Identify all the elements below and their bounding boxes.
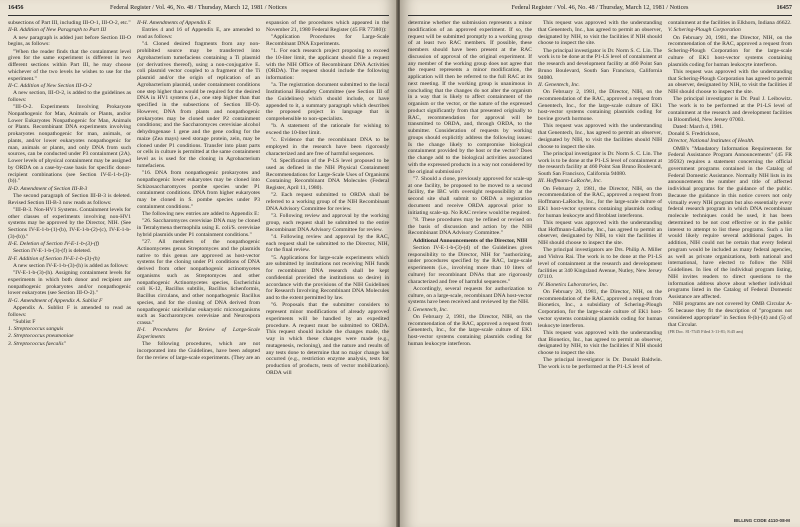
paragraph: Section IV-E-1-b-(3)-(d) of the Guidelines gives responsibility to the Director, NIH for "authorizing, under procedures specified by the RAC, large-scale experiments (i.e., involving more than 10 liters of culture) for recombinant DNAs that are rigorously characterized and free of harmful sequences." [408, 244, 532, 285]
paragraph: Entries 4 and 16 of Appendix E, are amended to read as follows: [137, 27, 260, 40]
paragraph: Appendix A. Sublist F is amended to read as follows: [8, 304, 131, 318]
section-heading: II-C. Addition of New Section III-O-2 [8, 82, 92, 89]
right-header-rule [408, 15, 792, 16]
paragraph: OMB's "Mandatory Information Requirements for Federal Assistance Program Announcements" (45 FR 39592) requires a statement concerning the official government programs contained in the Catalog of Federal Domestic Assistance. Normally NIH lists in its announcements the number and title of affected individual programs for the guidance of the public. Because the guidance in this notice covers not only virtually every NIH program but also essentially every federal research program in which DNA recombinant molecule techniques could be used, it has been determined to be not cost effective or in the public interest to attempt to list these programs. Such a list would likely require several additional pages. In addition, NIH could not be certain that every federal program would be included as many federal agencies, as well as private organizations, both national and international, have elected to follow the NIH Guidelines. In lieu of the individual program listing, NIH invites readers to direct questions to the information address above about whether individual programs listed in the Catalog of Federal Domestic Assistance are affected. [668, 145, 792, 300]
paragraph: "1. For each research project proposing to exceed the 10-liter limit, the applicant should file a request with the NIH Office of Recombinant DNA Activities (ORDA). The request should include the following information: [266, 48, 389, 81]
section-heading: II-F. Addition of Section IV-E-1-b-(3)-(h) [8, 255, 100, 262]
paragraph: On February 20, 1981, the Director, NIH, on the recommendation of the RAC, approved a request from Schering-Plough Corporation for the large-scale culture of EK1 host-vector systems containing plasmids coding for human leukocyte interferon. [668, 34, 792, 68]
paragraph: containment at the facilities in Elkhorn, Indiana 46622. [668, 20, 792, 26]
paragraph: The principal investigators are Drs. Philip A. Miller and Vishva Rai. The work is to be done at the P1-LS level of containment at the research and development facilities at 340 Kingsland Avenue, Nutley, New Jersey 07110. [538, 247, 662, 281]
paragraph: The principal investigator is Dr. Norm S. C. Lin. The work is to be done at the P1-LS level of containment at the research facility at 460 Point San Bruno Boulevard, South San Francisco, California 94080. [538, 150, 662, 177]
paragraph: "Sublist F [13, 318, 36, 325]
paragraph: "When the reader finds that the containment level given for the same experiment is different in two different sections within Part III, he may choose whichever of the two levels he wishes to use for the experiment." [8, 48, 131, 82]
left-header-title: Federal Register / Vol. 46, No. 48 / Thursday, March 12, 1981 / Notices [110, 4, 287, 11]
paragraph: "26. Saccharomyces cerevisiae DNA may be cloned in Tetrahymena thermophila using E. coli/S. cerevisiae hybrid plasmids under P1 containment conditions." [137, 218, 260, 238]
paragraph: The principal investigator is Dr. Donald Baldwin. The work is to be performed at the P1-LS level of [538, 357, 662, 370]
paragraph: "IV-E-1-b-(3)-(h). Assigning containment levels for experiments in which both donor and recipient are nonpathogenic prokaryotes and/or nonpathogenic lower eukaryotes (see Section III-O-2)." [8, 270, 131, 297]
paragraph: "6. Proposals that the submitter considers to represent minor modifications of already approved experiments will be handled by an expedited procedure. A request must be submitted to ORDA. This request should include the changes made, the way in which these changes were made (e.g., mutagenesis, recloning), and the nature and results of any tests done to determine that no major change has occurred (e.g., restriction enzyme analysis, tests for production of products, tests of vector mobilization). ORDA will [266, 302, 389, 376]
paragraph: (FR Doc. 81-7545 Filed 3-11-81; 8:45 am) [668, 328, 744, 334]
paragraph: On February 2, 1981, the Director, NIH, on the recommendation of the RAC, approved a request from Genentech, Inc., for the large-scale culture of EK1 host-vector systems containing plasmids coding for bovine growth hormone. [538, 89, 662, 122]
paragraph: A new section IV-E-1-b-(3)-(h) is added as follows: [13, 262, 129, 269]
paragraph: "d. Specification of the P-LS level proposed to be used as defined in the NIH Physical Containment Recommendations for Large-Scale Uses of Organisms Containing Recombinant DNA Molecules (Federal Register, April 11, 1980). [266, 158, 389, 191]
left-columns [8, 20, 389, 521]
section-heading: Director, National Institutes of Health. [668, 138, 755, 145]
section-heading: II-G. Amendment of Appendix A. Sublist F [8, 297, 103, 304]
paragraph: On February 2, 1981, the Director, NIH, on the recommendation of the RAC, approved a request from Hoffmann-LaRoche, Inc., for the large-scale culture of EK1 host-vector systems containing plasmids coding for human leukocyte and fibroblast interferons. [538, 185, 662, 219]
paragraph: "III-O-2. Experiments Involving Prokaryote Nonpathogenic for Man, Animals or Plants, and/or Lower Eukaryotes Nonpathogenic for Man, Animals or Plants. Recombinant DNA experiments involving prokaryotes nonpathogenic for man, animals, or plants, and/or lower eukaryotes nonpathogenic for man, animals or plants, and only DNA from such sources, can be conducted under P3 containment (2A). Lower levels of physical containment may be assigned by ORDA on a case-by-case basis for specific donor-recipient combinations (see Section IV-E-1-b-(3)-(b))." [8, 104, 131, 185]
section-heading: II-I. Procedures for Review of Large-Scale Experiments [137, 327, 260, 340]
left-page [0, 0, 397, 527]
paragraph: The principal investigator is Dr. Paul J. Leibowitz. The work is to be performed at the P1-LS level of containment at the research and development facilities in Bloomfield, New Jersey 07003. [668, 96, 792, 123]
paragraph: The principal investigator is Dr. Norm S. C. Lin. The work is to be done at the P1-LS level of containment at the research and development facility at 460 Point San Bruno Boulevard, South San Francisco, California 94080. [538, 47, 662, 81]
billing-code: BILLING CODE 4110-08-M [733, 518, 790, 523]
paragraph: The second paragraph of Section III-B-3 is deleted. Revised Section III-B-3 now reads as follows: [8, 192, 131, 206]
section-heading: II-H. Amendments of Appendix E [137, 20, 211, 26]
right-columns [408, 20, 792, 521]
paragraph: This request was approved with the understanding that Hoffmann-LaRoche, Inc., has agreed to permit an observer, designated by NIH, to visit the facilities if NIH should choose to inspect the site. [538, 219, 662, 246]
section-heading: II-D. Amendment of Section III-B-3 [8, 185, 88, 192]
right-column-2 [538, 20, 662, 521]
section-heading: III. Hoffmann-LaRoche, Inc. [538, 178, 602, 185]
section-heading: V. Schering-Plough Corporation [668, 27, 741, 34]
paragraph: Donald S. Fredrickson, [668, 131, 720, 137]
paragraph: "4. Cloned desired fragments from any non-prohibited source may be transferred into Agrobacterium tumefaciens containing a Ti plasmid (or derivatives thereof), using a non-conjugative E. coli plasmid vector coupled to a fragment of the Ti plasmid and/or the origin of replication of an Agrobacterium plasmid, under containment conditions one step higher than would be required for the desired DNA in HV1 systems (i.e., one step higher than that specified in the subsections of Section III-O). However, DNA from plants and nonpathogenic prokaryotes may be cloned under P2 containment conditions; and the Saccharomyces cerevisiae alcohol dehydrogenase 1 gene and the gene coding for the maize (Zea mays) seed storage protein, zein, may be cloned under P1 conditions. Transfer into plant parts or cells in culture is permitted at the same containment level as is used for the cloning in Agrobacterium tumefaciens. [137, 41, 260, 169]
paragraph: The following new entries are added to Appendix E: [142, 211, 260, 217]
section-heading: I. Genentech, Inc. [408, 306, 448, 313]
right-page-number: 16457 [776, 4, 792, 11]
right-page [400, 0, 800, 527]
left-column-2 [137, 20, 260, 521]
paragraph: "b. A statement of the rationale for wishing to exceed the 10-liter limit. [266, 123, 389, 136]
paragraph: "c. Evidence that the recombinant DNA to be employed in the research have been rigorously characterized and are free of harmful sequences. [266, 137, 389, 157]
right-header-title: Federal Register / Vol. 46, No. 48 / Thursday, March 12, 1981 / Notices [511, 4, 689, 11]
paragraph: This request was approved with the understanding that Genentech, Inc., has agreed to permit an observer, designated by NIH, to visit the facilities should NIH choose to inspect the site. [538, 123, 662, 150]
paragraph: "7. Should a clone, previously approved for scale-up at one facility, be proposed to be moved to a second facility, the IBC with oversight responsibility at the second site shall submit to ORDA a registration document and receive ORDA approval prior to initiating scale-up. No RAC review would be required. [408, 175, 532, 216]
section-heading: IV. Bionetics Laboratories, Inc. [538, 281, 609, 288]
paragraph: expansion of the procedures which appeared in the November 21, 1980 Federal Register (45 FR 77380)): [266, 20, 389, 33]
section-heading: 1. Streptococcus sanguis [8, 326, 64, 332]
paragraph: "4. Following review and approval by the RAC, each request shall be submitted to the Director, NIH, for the final review. [266, 233, 389, 254]
section-heading: 2. Streptococcus pneumoniae [8, 333, 74, 340]
right-column-3 [668, 20, 792, 521]
paragraph: "3. Following review and approval by the working group, each request shall be submitted to the entire Recombinant DNA Advisory Committee for review. [266, 213, 389, 233]
paragraph: "2. Each request submitted to ORDA shall be referred to a working group of the NIH Recombinant DNA Advisory Committee for review. [266, 192, 389, 212]
section-heading: Additional Announcements of the Director, NIH [412, 237, 528, 244]
paragraph: subsections of Part III, including III-O-1, III-O-2, etc." [8, 20, 131, 26]
section-heading: II. Genentech, Inc. [538, 81, 580, 88]
paragraph: A new section, III-O-2, is added to the guidelines as follows: [8, 90, 131, 103]
paragraph: determine whether the submission represents a minor modification of an approved experiment. If so, the request will be submitted promptly to a working group of at least two RAC members. If possible, these members should have been present at the RAC discussion of approval of the original experiment. If any member of the working group does not agree that the request represents a minor modification, the application will then be referred to the full RAC at its next meeting. If the working group is unanimous in concluding that the changes do not alter the organism in a way that is likely to affect containment of the organism or the vector, or the nature of the expressed product significantly from that presented originally to RAC, recommendation for approval will be transmitted to ORDA, and, through ORDA, to the submitter. Consideration of requests by working groups should explicitly address the following issues: Is the change likely to compromise biological containment provided by the host or the vector? Does the change add to the biological activities associated with the expressed products in a way not considered by the original submission? [408, 20, 532, 175]
paragraph: "a. The registration document submitted to the local Institutional Biosafety Committee (see Section III of the Guidelines) which should include, or have appended to it, a summary paragraph which describes the proposed project in language that is comprehensible to non-specialists. [266, 82, 389, 122]
paragraph: Accordingly, several requests for authorization to culture, on a large-scale, recombinant DNA host-vector systems have been received and reviewed by the NIH. [408, 285, 532, 306]
paragraph: A new paragraph is added just before Section III-O begins, as follows: [8, 34, 131, 48]
section-heading: 3. Streptococcus faecalis" [8, 340, 66, 347]
left-column-3 [266, 20, 389, 521]
paragraph: "5. Applications for large-scale experiments which are submitted by institutions not receiving NIH funds for recombinant DNA research shall be kept confidential provided the institutions so desire) in accordance with the provisions of the NIH Guidelines for Research Involving Recombinant DNA Molecules and to the extent permitted by law. [266, 254, 389, 301]
paragraph: Section IV-E-1-b-(3)-(f) is deleted. [13, 248, 92, 255]
section-heading: II-B. Addition of New Paragraph to Part III [8, 27, 107, 34]
paragraph: NIH programs are not covered by OMB Circular A-95 because they fit the description of "programs not considered appropriate" in Section 8-(b)-(4) and (5) of that Circular. [668, 301, 792, 328]
section-heading: II-E. Deletion of Section IV-E-1-b-(3)-(f) [8, 241, 100, 247]
left-page-number: 16456 [8, 4, 24, 11]
paragraph: "III-B-3. Non-HV1 Systems. Containment levels for other classes of experiments involving non-HV1 systems may be approved by the Director, NIH. (See Sections IV-E-1-b-(1)-(b), IV-E-1-b-(2)-(c), IV-E-1-b-(3)-(b))." [8, 206, 131, 240]
paragraph: This request was approved with the understanding that Bionetics, Inc., has agreed to permit an observer, designated by NIH, to visit the facilities if NIH should choose to inspect the site. [538, 329, 662, 356]
paragraph: The following procedures, which are not incorporated into the Guidelines, have been adopted for the review of large-scale experiments. (They are an [137, 341, 260, 361]
paragraph: "8. These procedures may be refined or revised on the basis of discussion and action by the NIH Recombinant DNA Advisory Committee." [408, 216, 532, 237]
paragraph: Dated: March 4, 1981. [673, 123, 724, 130]
left-header-rule [8, 15, 389, 16]
left-column-1 [8, 20, 131, 521]
paragraph: On February 20, 1981, the Director, NIH, on the recommendation of the RAC, approved a request from Bionetics, Inc., a subsidiary of Schering-Plough Corporation, for the large-scale culture of EK1 host-vector systems containing plasmids coding for human leukocyte interferon. [538, 288, 662, 329]
paragraph: "27. All members of the nonpathogenic Actinomycetes genus Streptomyces and the plasmids native to this genus are approved as host-vector systems for the cloning under P1 conditions of DNA derived from other nonpathogenic actinomycetes organisms such as Streptomyces and other nonpathogenic Actinomycetes species, Escherichia coli K-12, Bacillus subtilis, Bacillus lichenformis, Bacillus circulans, and other nonpathogenic Bacillus species, and for the cloning of DNA derived from nonpathogenic unicellular eukaryotic microorganisms such as Saccharomyces cerevisiae and Neurospora crassa." [137, 239, 260, 326]
paragraph: This request was approved with the understanding that Genentech, Inc., has agreed to permit an observer, designated by NIH, to visit the facilities if NIH should choose to inspect the site. [538, 20, 662, 47]
paragraph: This request was approved with the understanding that Schering-Plough Corporation has agreed to permit an observer, designated by NIH, to visit the facilities if NIH should choose to inspect the site. [668, 68, 792, 95]
paragraph: "Application Procedures for Large-Scale Recombinant DNA Experiments. [266, 34, 389, 47]
paragraph: "16. DNA from nonpathogenic prokaryotes and nonpathogenic lower eukaryotes may be cloned into Schizosaccharomyces pombe species under P1 containment conditions. DNA from higher eukaryotes may be cloned in S. pombe species under P3 containment conditions." [137, 170, 260, 210]
paragraph: On February 2, 1981, the Director, NIH, on the recommendation of the RAC, approved a request from Genentech, Inc., for the large-scale culture of EK1 host-vector systems containing plasmids coding for human leukocyte interferon. [408, 313, 532, 347]
right-column-1 [408, 20, 532, 521]
